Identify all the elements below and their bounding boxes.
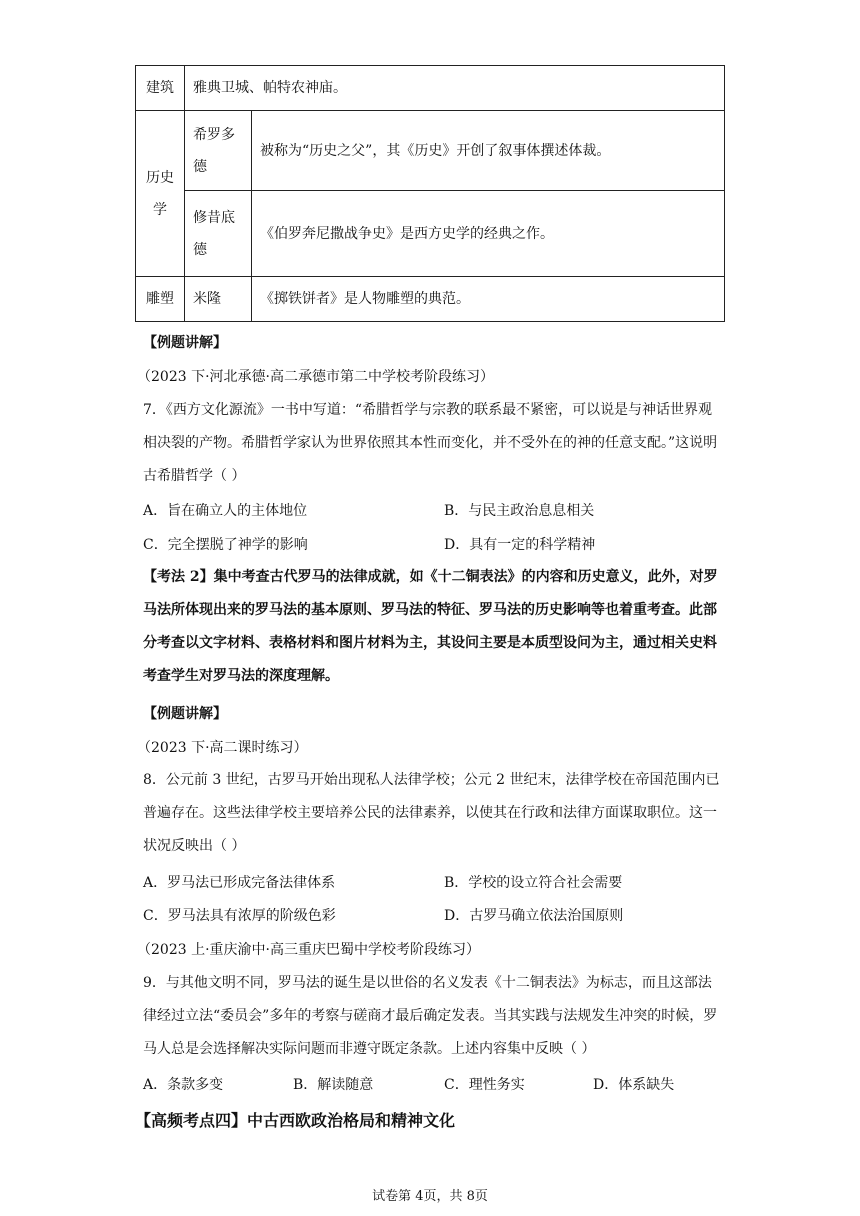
option-a[interactable]: A．条款多变	[143, 1077, 224, 1093]
content-cell	[252, 111, 725, 191]
name-cell	[185, 191, 252, 277]
name-cell	[185, 111, 252, 191]
content-text: 被称为“历史之父”，其《历史》开创了叙事体撰述体裁。	[260, 142, 611, 159]
content-text: 《伯罗奔尼撒战争史》是西方史学的经典之作。	[260, 225, 554, 242]
category-cell	[136, 111, 185, 277]
question-8-stem: 8．公元前 3 世纪，古罗马开始出现私人法律学校；公元 2 世纪末，法律学校在帝国范围内已普遍存在。这些法律学校主要培养公民的法律素养，以使其在行政和法律方面谋取职位。这一状况反映出（ ）	[143, 772, 720, 854]
person-name: 修昔底德	[193, 209, 235, 258]
table-row	[136, 111, 725, 191]
option-b[interactable]: B．学校的设立符合社会需要	[444, 875, 623, 891]
name-cell	[185, 277, 252, 322]
category-label: 建筑	[146, 80, 174, 96]
option-b[interactable]: B．解读随意	[293, 1077, 374, 1093]
option-d[interactable]: D．体系缺失	[593, 1077, 675, 1093]
content-cell	[252, 191, 725, 277]
question-source: （2023 下·高二课时练习）	[137, 740, 308, 756]
category-cell	[136, 277, 185, 322]
option-d[interactable]: D．古罗马确立依法治国原则	[444, 908, 624, 924]
content-text: 雅典卫城、帕特农神庙。	[193, 80, 347, 96]
table-row	[136, 277, 725, 322]
page-footer: 试卷第 4页，共 8页	[372, 1189, 488, 1204]
category-cell	[136, 66, 185, 111]
person-name: 希罗多德	[193, 126, 235, 175]
content-cell	[185, 66, 725, 111]
option-c[interactable]: C．罗马法具有浓厚的阶级色彩	[143, 908, 336, 924]
option-c[interactable]: C．理性务实	[444, 1077, 525, 1093]
content-text: 《掷铁饼者》是人物雕塑的典范。	[260, 291, 470, 307]
person-name: 米隆	[193, 291, 221, 307]
question-source: （2023 下·河北承德·高二承德市第二中学校考阶段练习）	[137, 369, 494, 385]
culture-achievements-table	[135, 65, 725, 322]
category-label: 雕塑	[146, 291, 174, 307]
category-label: 历史学	[146, 169, 174, 218]
question-9-stem: 9．与其他文明不同，罗马法的诞生是以世俗的名义发表《十二铜表法》为标志，而且这部法律经过立法“委员会”多年的考察与磋商才最后确定发表。当其实践与法规发生冲突的时候，罗马人总是会选择解决实际问题而非遵守既定条款。上述内容集中反映（ ）	[143, 975, 718, 1057]
option-d[interactable]: D．具有一定的科学精神	[444, 537, 596, 553]
option-c[interactable]: C．完全摆脱了神学的影响	[143, 537, 308, 553]
kaofa-2-paragraph: 【考法 2】集中考查古代罗马的法律成就，如《十二铜表法》的内容和历史意义，此外，对罗马法所体现出来的罗马法的基本原则、罗马法的特征、罗马法的历史影响等也着重考查。此部分考查以文字材料、表格材料和图片材料为主，其设问主要是本质型设问为主，通过相关史料考查学生对罗马法的深度理解。	[143, 569, 718, 684]
example-label: 【例题讲解】	[143, 335, 227, 351]
section-heading: 【高频考点四】中古西欧政治格局和精神文化	[135, 1111, 456, 1130]
option-a[interactable]: A．旨在确立人的主体地位	[143, 503, 308, 519]
option-b[interactable]: B．与民主政治息息相关	[444, 503, 595, 519]
content-cell	[252, 277, 725, 322]
question-7-stem: 7．《西方文化源流》一书中写道：“希腊哲学与宗教的联系最不紧密，可以说是与神话世界观相决裂的产物。希腊哲学家认为世界依照其本性而变化，并不受外在的神的任意支配。”这说明古希腊哲学（ ）	[143, 402, 718, 484]
option-a[interactable]: A．罗马法已形成完备法律体系	[143, 875, 336, 891]
table-row	[136, 191, 725, 277]
question-source: （2023 上·重庆渝中·高三重庆巴蜀中学校考阶段练习）	[137, 942, 480, 958]
example-label: 【例题讲解】	[143, 706, 227, 722]
table-row	[136, 66, 725, 111]
